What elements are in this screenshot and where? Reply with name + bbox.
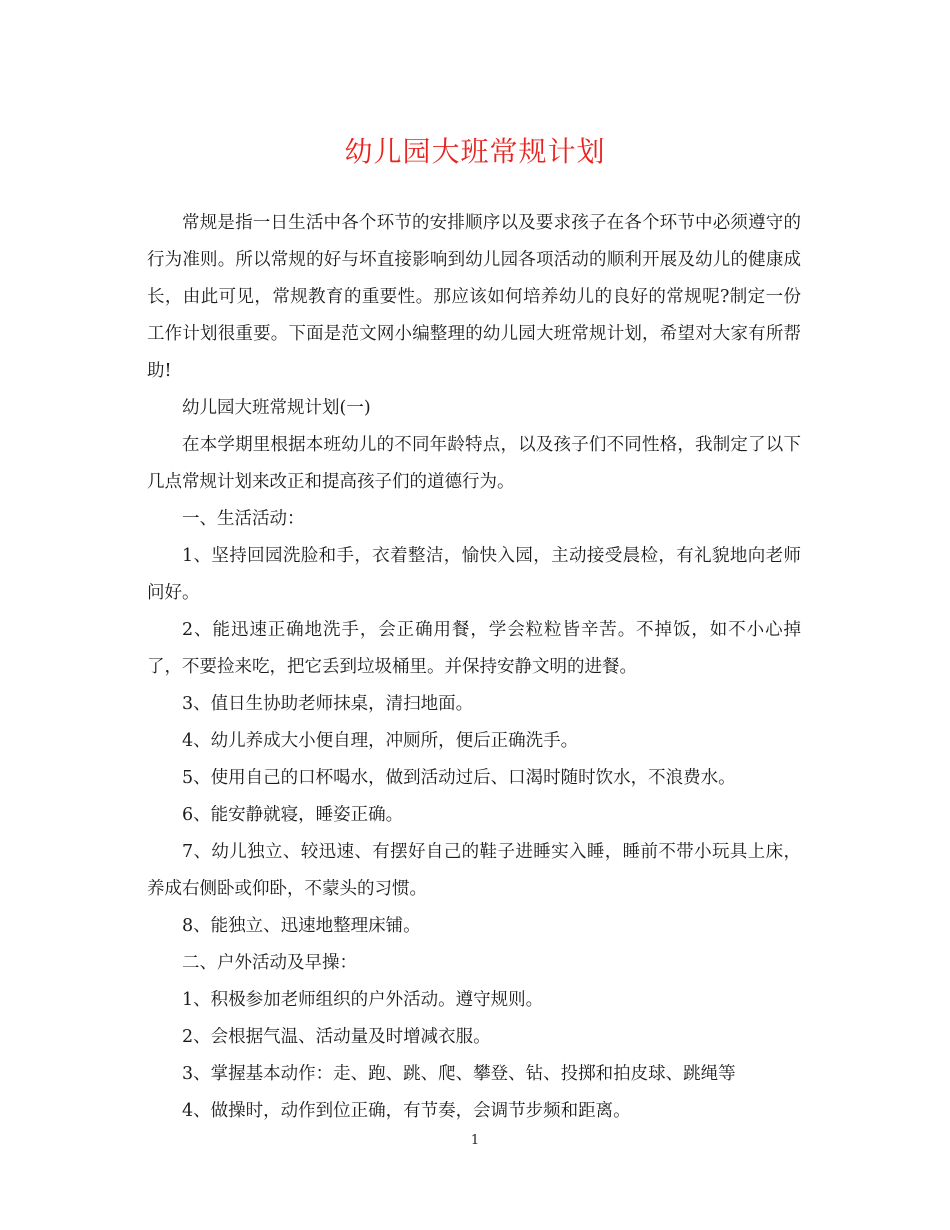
list-item: 2、能迅速正确地洗手，会正确用餐，学会粒粒皆辛苦。不掉饭，如不小心掉了，不要捡来吃，把它丢到垃圾桶里。并保持安静文明的进餐。 <box>147 620 801 677</box>
list-item: 4、做操时，动作到位正确，有节奏，会调节步频和距离。 <box>182 1101 631 1121</box>
list-item: 3、掌握基本动作：走、跑、跳、爬、攀登、钻、投掷和拍皮球、跳绳等 <box>182 1064 736 1084</box>
list-item: 7、幼儿独立、较迅速、有摆好自己的鞋子进睡实入睡，睡前不带小玩具上床，养成右侧卧或仰卧，不蒙头的习惯。 <box>147 842 801 899</box>
list-item: 4、幼儿养成大小便自理，冲厕所，便后正确洗手。 <box>182 731 579 751</box>
list-item: 5、使用自己的口杯喝水，做到活动过后、口渴时随时饮水，不浪费水。 <box>182 768 736 788</box>
intro-paragraph: 常规是指一日生活中各个环节的安排顺序以及要求孩子在各个环节中必须遵守的行为准则。所以常规的好与坏直接影响到幼儿园各项活动的顺利开展及幼儿的健康成长，由此可见，常规教育的重要性。那应该如何培养幼儿的良好的常规呢?制定一份工作计划很重要。下面是范文网小编整理的幼儿园大班常规计划，希望对大家有所帮助! <box>147 213 801 381</box>
list-item: 6、能安静就寝，睡姿正确。 <box>182 805 404 825</box>
list-item: 8、能独立、迅速地整理床铺。 <box>182 916 421 936</box>
document-title: 幼儿园大班常规计划 <box>344 135 606 168</box>
subsection-heading: 一、生活活动： <box>182 509 305 529</box>
subsection-heading: 二、户外活动及早操： <box>182 953 357 973</box>
page-number: 1 <box>470 1133 480 1148</box>
body-paragraph: 在本学期里根据本班幼儿的不同年龄特点，以及孩子们不同性格，我制定了以下几点常规计划来改正和提高孩子们的道德行为。 <box>147 435 801 492</box>
list-item: 1、坚持回园洗脸和手，衣着整洁，愉快入园，主动接受晨检，有礼貌地向老师问好。 <box>147 546 801 603</box>
document-body <box>147 205 801 1130</box>
list-item: 2、会根据气温、活动量及时增减衣服。 <box>182 1027 491 1047</box>
list-item: 1、积极参加老师组织的户外活动。遵守规则。 <box>182 990 544 1010</box>
list-item: 3、值日生协助老师抹桌，清扫地面。 <box>182 694 474 714</box>
section-heading: 幼儿园大班常规计划(一) <box>182 398 371 418</box>
